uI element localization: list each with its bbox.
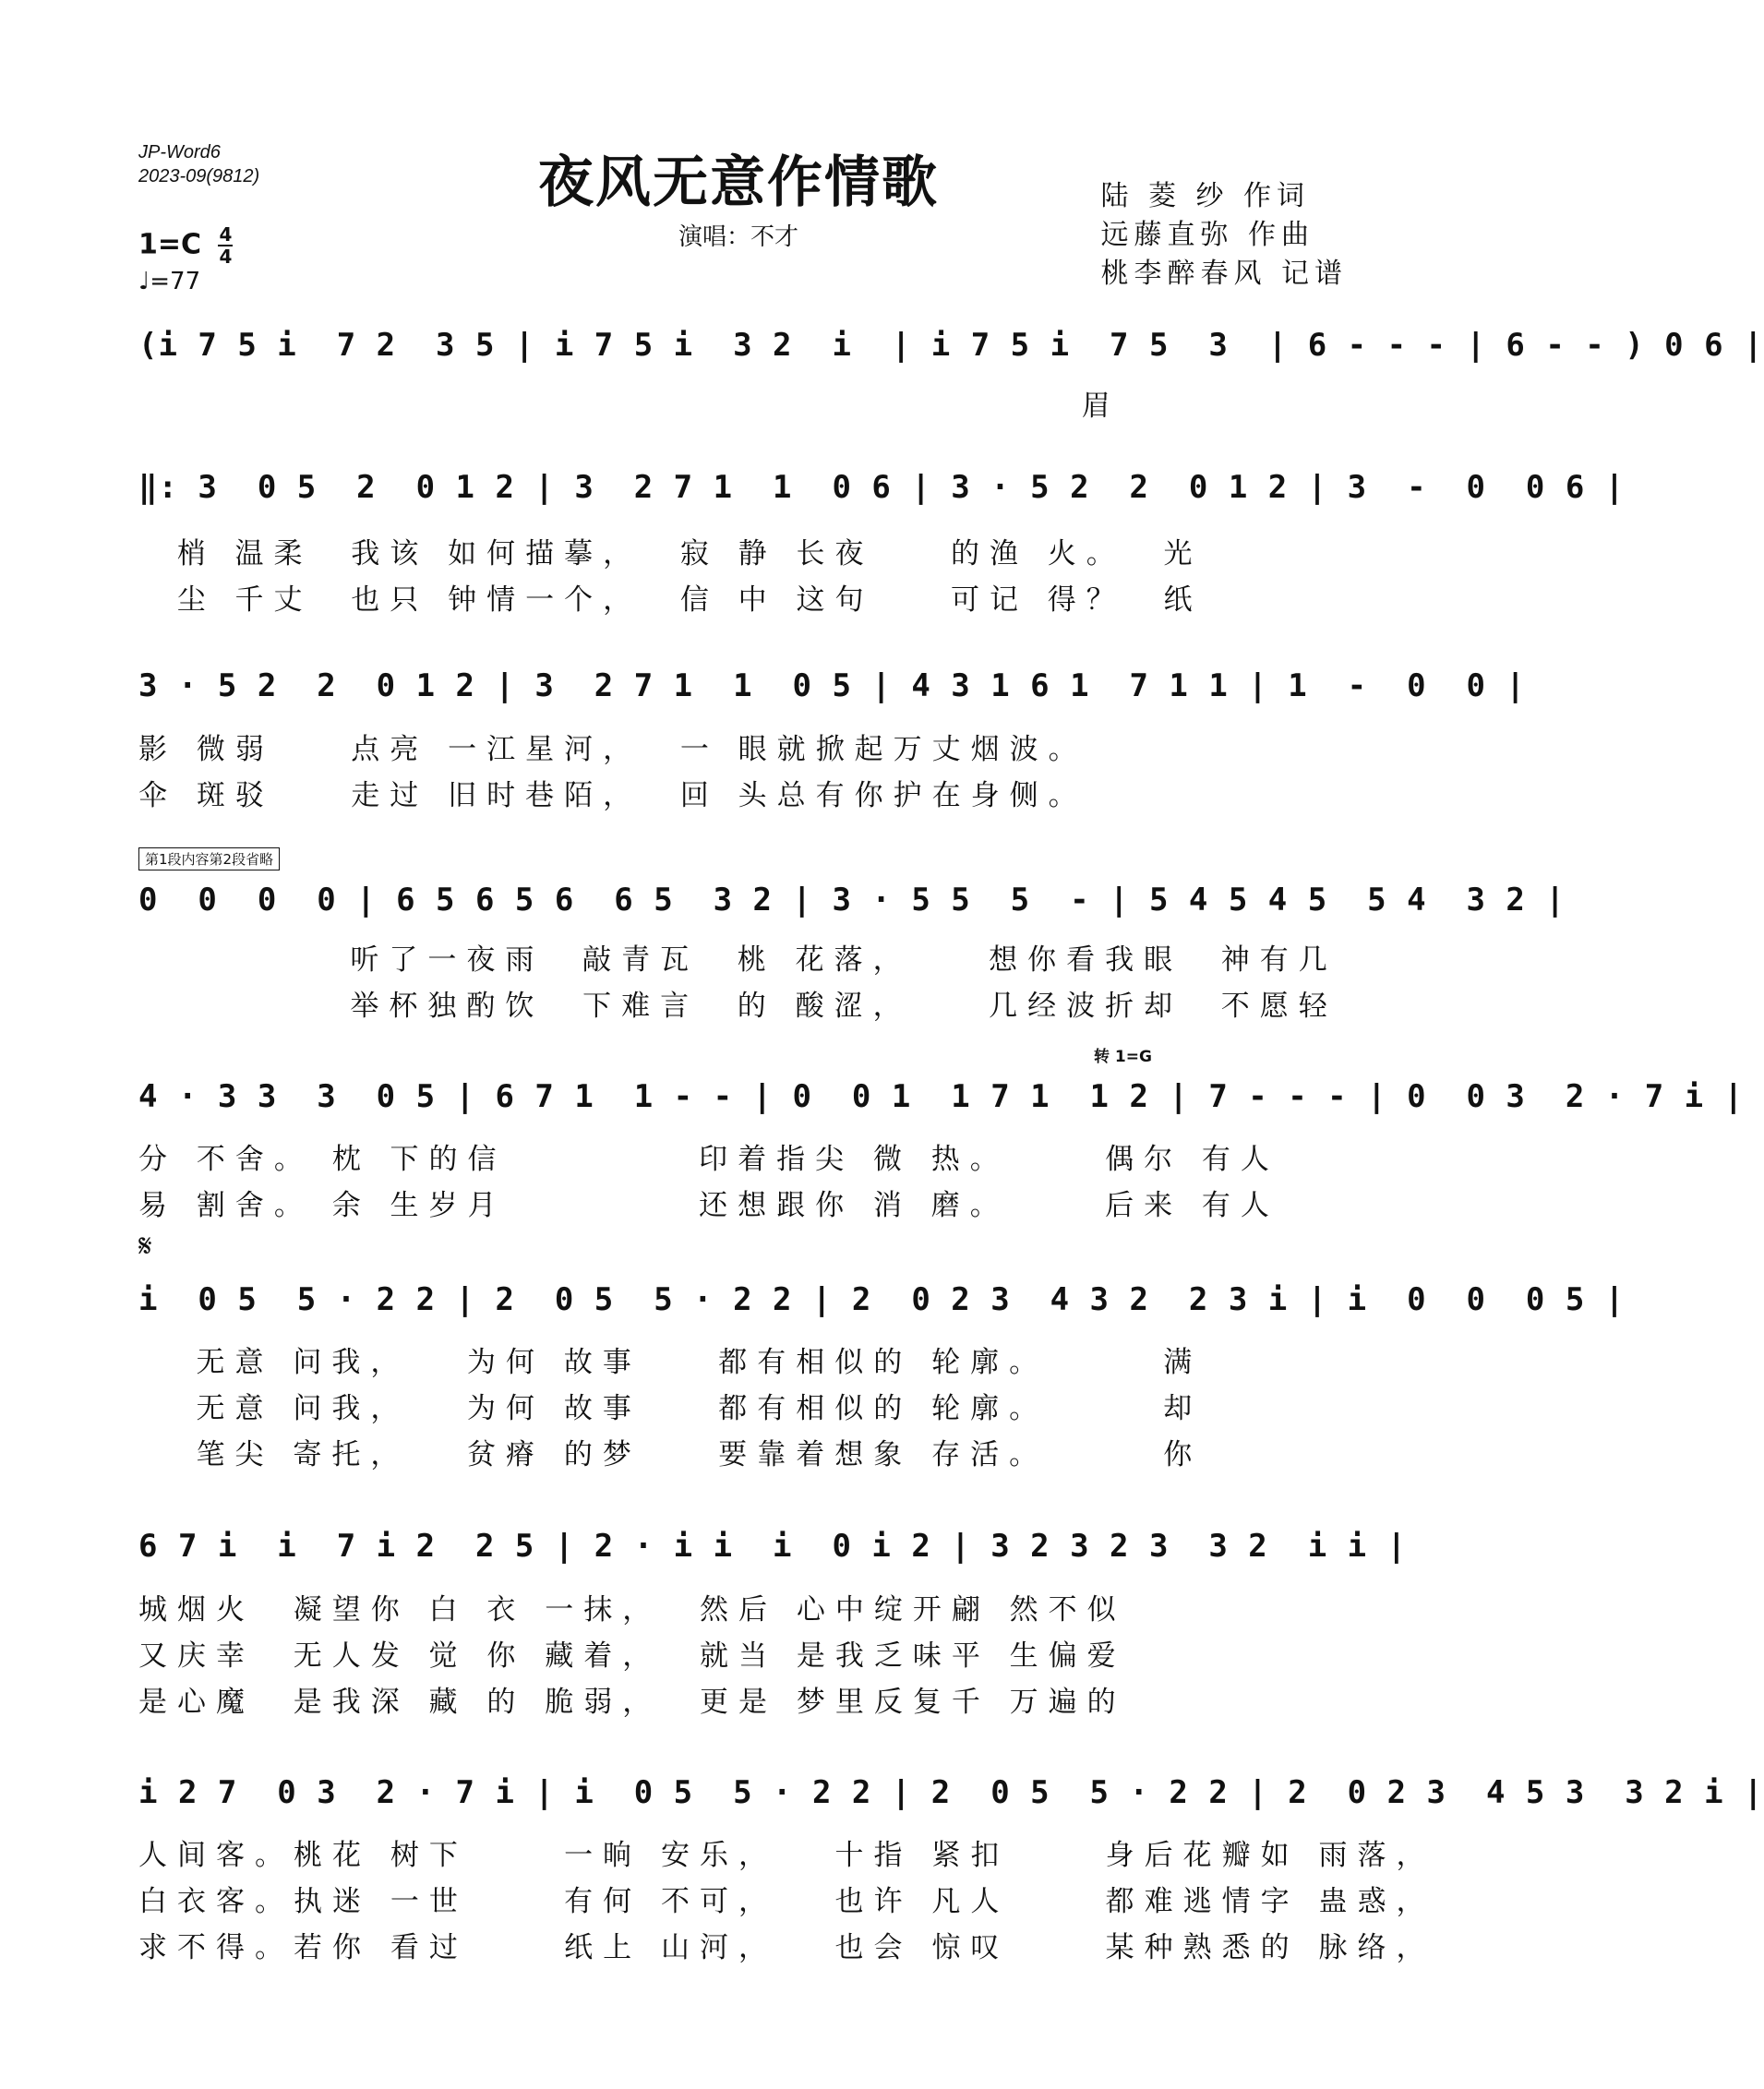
lyric-line-2b: 尘 千丈 也只 钟情一个， 信 中 这句 可记 得？ 纸 [138, 583, 1203, 617]
time-signature [218, 225, 233, 266]
segno-icon: 𝄋 [138, 1228, 152, 1265]
lyric-line-4b: 举杯独酌饮 下难言 的 酸涩， 几经波折却 不愿轻 [138, 990, 1338, 1023]
lyric-line-7c: 是心魔 是我深 藏 的 脆弱， 更是 梦里反复千 万遍的 [138, 1686, 1126, 1719]
music-line-1: (i 7 5 i 7 2 3 5 | i 7 5 i 3 2 i | i 7 5 i 7 5 3 | 6 - - - | 6 - - ) 0 6 | [138, 327, 1764, 364]
singer: 演唱：不才 [678, 223, 798, 251]
lyric-line-8a: 人间客。桃花 树下 一晌 安乐， 十指 紧扣 身后花瓣如 雨落， [138, 1839, 1435, 1872]
date-label: 2023-09(9812) [138, 166, 260, 186]
section-note: 第1段内容第2段省略 [138, 847, 280, 870]
music-line-5: 4 · 3 3 3 0 5 | 6 7 1 1 - - | 0 0 1 1 7 1 1 2 | 7 - - - | 0 0 3 2 · 7 i | [138, 1078, 1745, 1115]
lyric-line-8c: 求不得。若你 看过 纸上 山河， 也会 惊叹 某种熟悉的 脉络， [138, 1931, 1435, 1964]
lyric-line-7a: 城烟火 凝望你 白 衣 一抹， 然后 心中绽开翩 然不似 [138, 1593, 1126, 1627]
music-line-4: 0 0 0 0 | 6 5 6 5 6 6 5 3 2 | 3 · 5 5 5 - | 5 4 5 4 5 5 4 3 2 | [138, 882, 1566, 918]
lyric-line-6c: 笔尖 寄托， 贫瘠 的梦 要靠着想象 存活。 你 [138, 1438, 1203, 1471]
lyric-line-7b: 又庆幸 无人发 觉 你 藏着， 就当 是我乏味平 生偏爱 [138, 1639, 1126, 1673]
music-line-6: i 0 5 5 · 2 2 | 2 0 5 5 · 2 2 | 2 0 2 3 4 3 2 2 3 i | i 0 0 0 5 | [138, 1281, 1626, 1318]
key-signature [138, 225, 233, 266]
modulation-mark: 转 1=G [1094, 1048, 1152, 1066]
time-top: 4 [219, 223, 233, 246]
song-title: 夜风无意作情歌 [538, 150, 939, 215]
lyric-line-3a: 影 微弱 点亮 一江星河， 一 眼就掀起万丈烟波。 [138, 733, 1087, 766]
music-line-7: 6 7 i i 7 i 2 2 5 | 2 · i i i 0 i 2 | 3 2 3 2 3 3 2 i i | [138, 1528, 1408, 1565]
credits [1100, 177, 1348, 294]
key-label: 1=C [138, 228, 202, 261]
lyric-line-2a: 梢 温柔 我该 如何描摹， 寂 静 长夜 的渔 火。 光 [138, 537, 1203, 570]
lyric-line-6b: 无意 问我， 为何 故事 都有相似的 轮廓。 却 [138, 1392, 1203, 1425]
music-line-2: ‖: 3 0 5 2 0 1 2 | 3 2 7 1 1 0 6 | 3 · 5 2 2 0 1 2 | 3 - 0 0 6 | [138, 469, 1626, 506]
software-label: JP-Word6 [138, 142, 221, 162]
lyric-line-1a: 眉 [138, 390, 1121, 423]
music-line-8: i 2 7 0 3 2 · 7 i | i 0 5 5 · 2 2 | 2 0 5 5 · 2 2 | 2 0 2 3 4 5 3 3 2 i | [138, 1774, 1764, 1811]
lyric-line-5b: 易 割舍。 余 生岁月 还想跟你 消 磨。 后来 有人 [138, 1189, 1279, 1222]
lyric-line-4a: 听了一夜雨 敲青瓦 桃 花落， 想你看我眼 神有几 [138, 943, 1338, 977]
lyric-line-6a: 无意 问我， 为何 故事 都有相似的 轮廓。 满 [138, 1346, 1203, 1379]
lyric-line-5a: 分 不舍。 枕 下的信 印着指尖 微 热。 偶尔 有人 [138, 1143, 1279, 1176]
transcriber: 桃李醉春风 记谱 [1100, 258, 1348, 290]
tempo-marking: ♩=77 [138, 268, 201, 295]
time-bottom: 4 [219, 246, 233, 268]
lyricist: 陆 菱 纱 作词 [1100, 180, 1311, 212]
lyric-line-3b: 伞 斑驳 走过 旧时巷陌， 回 头总有你护在身侧。 [138, 779, 1087, 812]
composer: 远藤直弥 作曲 [1100, 219, 1314, 251]
music-line-3: 3 · 5 2 2 0 1 2 | 3 2 7 1 1 0 5 | 4 3 1 6 1 7 1 1 | 1 - 0 0 | [138, 667, 1526, 704]
lyric-line-8b: 白衣客。执迷 一世 有何 不可， 也许 凡人 都难逃情字 蛊惑， [138, 1885, 1435, 1918]
